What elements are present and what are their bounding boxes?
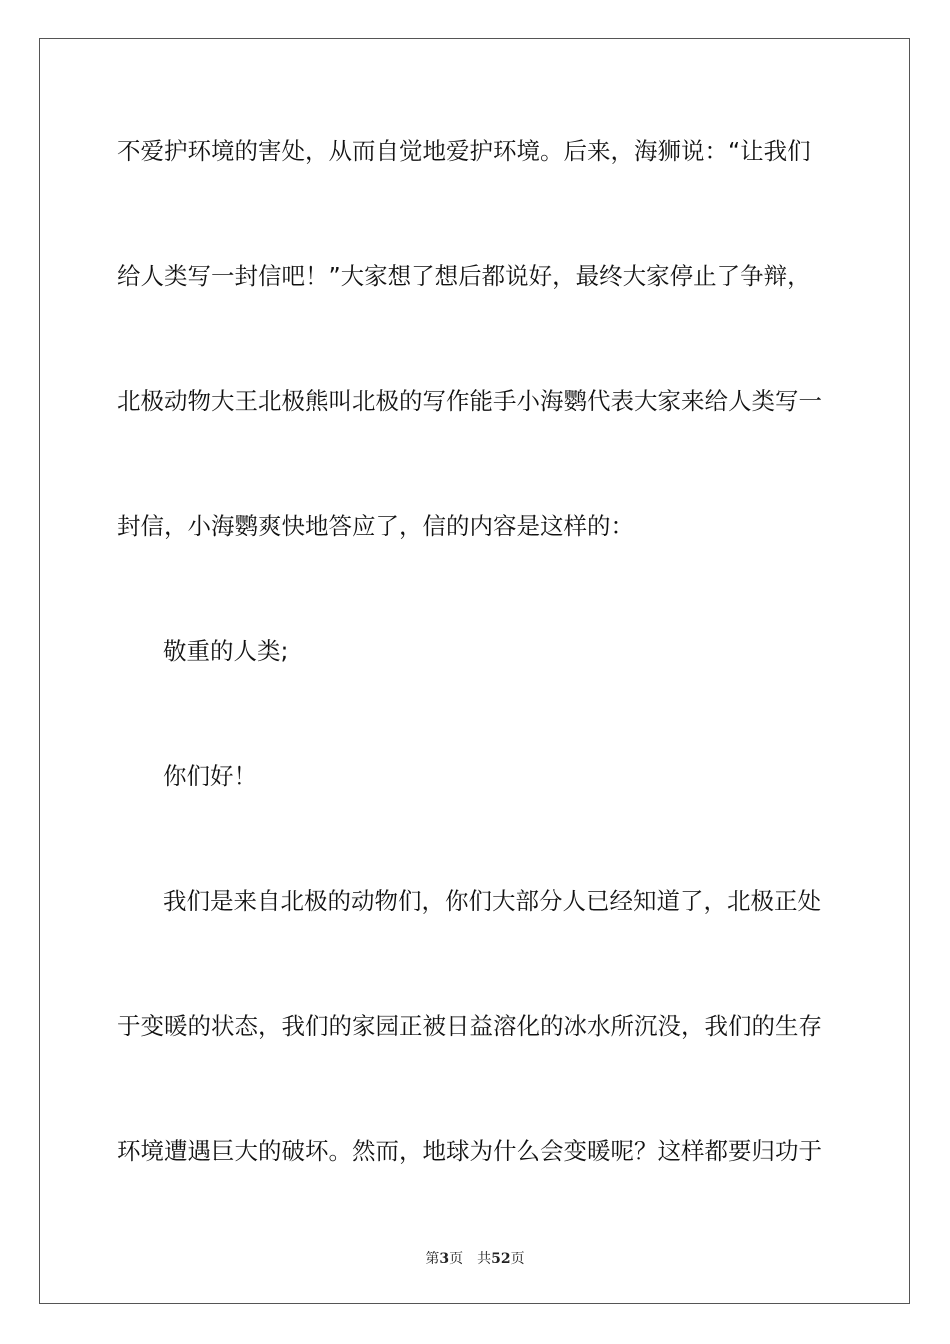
- text-line: 不爱护环境的害处，从而自觉地爱护环境。后来，海狮说：“让我们: [117, 137, 811, 165]
- page-prefix: 第: [425, 1251, 440, 1267]
- page-border: [39, 38, 910, 1304]
- page-footer: [0, 1248, 950, 1268]
- text-line: 北极动物大王北极熊叫北极的写作能手小海鹦代表大家来给人类写一: [117, 387, 822, 415]
- text-line: 封信，小海鹦爽快地答应了，信的内容是这样的：: [117, 512, 634, 540]
- text-line: 于变暖的状态，我们的家园正被日益溶化的冰水所沉没，我们的生存: [117, 1012, 822, 1040]
- letter-greeting: 你们好！: [163, 762, 257, 790]
- text-line: 我们是来自北极的动物们，你们大部分人已经知道了，北极正处: [163, 887, 821, 915]
- page-number: 3: [439, 1251, 450, 1267]
- letter-salutation: 敬重的人类;: [163, 637, 289, 665]
- total-pages: 52: [491, 1251, 511, 1267]
- page-suffix: 页: [449, 1251, 464, 1267]
- text-line: 环境遭遇巨大的破坏。然而，地球为什么会变暖呢？这样都要归功于: [117, 1137, 822, 1165]
- text-line: 给人类写一封信吧！”大家想了想后都说好，最终大家停止了争辩，: [117, 262, 811, 290]
- total-suffix: 页: [510, 1251, 525, 1267]
- total-prefix: 共: [477, 1251, 492, 1267]
